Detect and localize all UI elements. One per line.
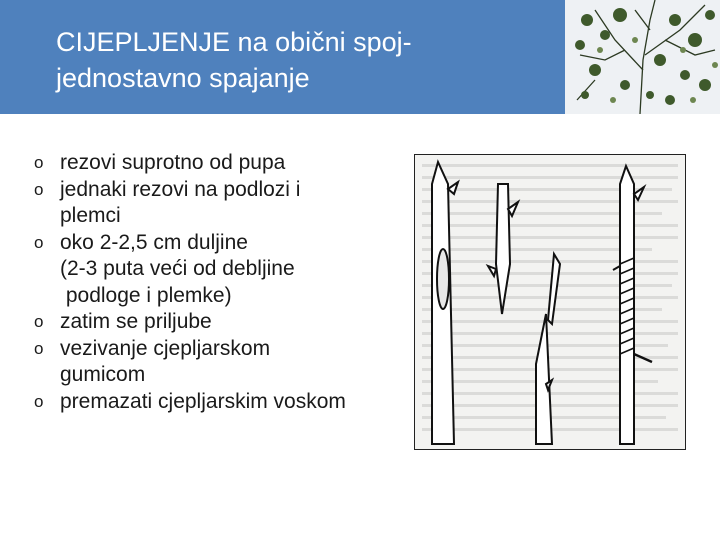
- bullet-text-continued: (2-3 puta veći od debljine: [60, 257, 295, 280]
- slide-title-line-1: CIJEPLJENJE na obični spoj-: [56, 27, 412, 57]
- tree-photo-image: [565, 0, 720, 114]
- bullet-marker: o: [34, 338, 44, 358]
- list-item: [34, 177, 346, 230]
- list-item: [34, 230, 346, 310]
- bullet-marker: o: [34, 179, 44, 199]
- bullet-list: [34, 150, 346, 415]
- bullet-text: jednaki rezovi na podlozi i: [60, 177, 301, 201]
- slide-title: [56, 24, 412, 96]
- bullet-marker: o: [34, 153, 44, 172]
- list-item: [34, 150, 346, 177]
- bullet-marker: o: [34, 312, 44, 331]
- bullet-text: rezovi suprotno od pupa: [60, 151, 286, 174]
- list-item: [34, 389, 346, 416]
- bullet-text-continued: gumicom: [60, 363, 146, 386]
- bullet-text: zatim se priljube: [60, 310, 212, 333]
- list-item: [34, 336, 346, 389]
- title-bar: [0, 0, 720, 114]
- grafting-illustration: [414, 154, 686, 450]
- bullet-text-continued: plemci: [60, 204, 121, 227]
- bullet-marker: o: [34, 232, 44, 252]
- bullet-text: oko 2-2,5 cm duljine: [60, 230, 248, 254]
- bullet-text: premazati cjepljarskim voskom: [60, 389, 346, 413]
- bullet-marker: o: [34, 391, 44, 411]
- bullet-text-continued: podloge i plemke): [60, 283, 232, 307]
- list-item: [34, 309, 346, 336]
- bullet-text: vezivanje cjepljarskom: [60, 336, 271, 360]
- slide-title-line-2: jednostavno spajanje: [56, 63, 310, 93]
